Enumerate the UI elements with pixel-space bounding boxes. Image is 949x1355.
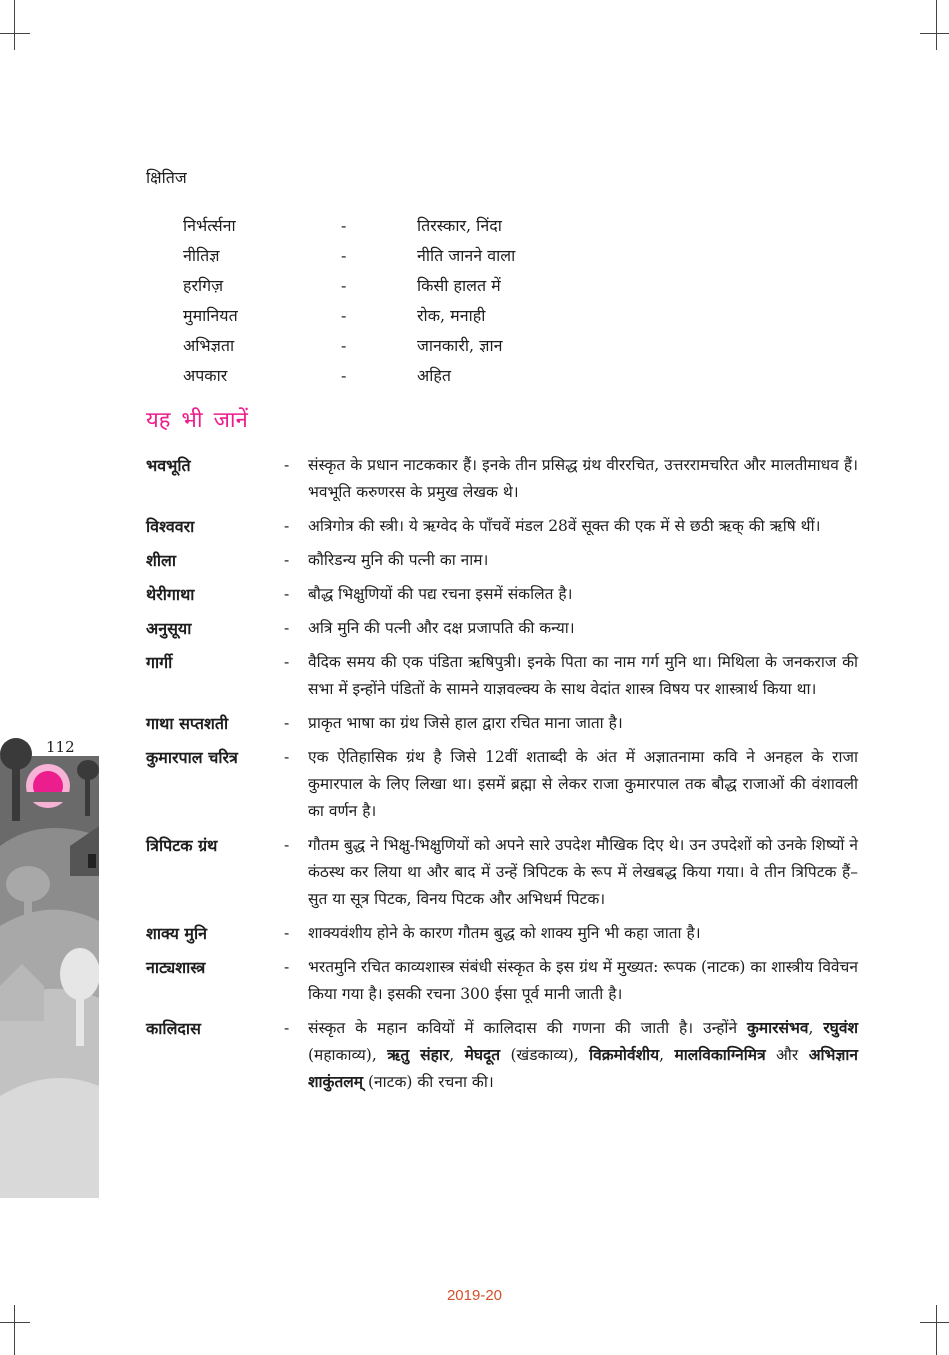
glossary-list <box>183 214 603 394</box>
glossary-row <box>183 274 603 304</box>
note-item <box>146 832 858 913</box>
glossary-row <box>183 214 603 244</box>
note-description: शाक्यवंशीय होने के कारण गौतम बुद्ध को शाक्य मुनि भी कहा जाता है। <box>308 924 701 942</box>
crop-mark-top-left-v <box>14 0 15 50</box>
glossary-term: मुमानियत <box>183 306 238 325</box>
note-item <box>146 452 858 506</box>
note-description: बौद्ध भिक्षुणियों की पद्य रचना इसमें संकलित है। <box>308 585 573 603</box>
crop-mark-bottom-right-v <box>936 1305 937 1355</box>
glossary-term: निर्भर्त्सना <box>183 216 236 235</box>
work-title: मेघदूत <box>464 1046 501 1064</box>
glossary-meaning: किसी हालत में <box>417 276 501 295</box>
note-term: शीला <box>146 551 177 570</box>
desc-text: और <box>765 1046 809 1064</box>
note-item-kalidas <box>146 1015 858 1096</box>
glossary-dash: - <box>341 306 347 325</box>
desc-text: (खंडकाव्य), <box>500 1046 590 1064</box>
work-title: अभिज्ञान शाकुंतलम् <box>308 1046 858 1091</box>
glossary-meaning: रोक, मनाही <box>417 306 486 325</box>
work-title: मालविकाग्निमित्र <box>674 1046 766 1064</box>
section-title: यह भी जानें <box>146 408 248 433</box>
note-description: एक ऐतिहासिक ग्रंथ है जिसे 12वीं शताब्दी के अंत में अज्ञातनामा कवि ने अनहल के राजा कुमारपाल के लिए लिखा था। इसमें ब्रह्मा से लेकर राजा कुमारपाल तक बौद्ध राजाओं की वंशावली का वर्णन है। <box>308 748 858 820</box>
work-title: ऋतु संहार <box>387 1046 450 1064</box>
note-description: प्राकृत भाषा का ग्रंथ जिसे हाल द्वारा रचित माना जाता है। <box>308 714 623 732</box>
note-item <box>146 615 858 642</box>
note-dash: - <box>284 714 290 732</box>
note-dash: - <box>284 551 290 569</box>
glossary-meaning: नीति जानने वाला <box>417 246 516 265</box>
glossary-term: नीतिज्ञ <box>183 246 220 265</box>
crop-mark-bottom-left-h <box>0 1322 30 1323</box>
note-item <box>146 649 858 703</box>
note-item <box>146 547 858 574</box>
glossary-meaning: अहित <box>417 366 451 385</box>
desc-text: , <box>659 1046 675 1064</box>
note-term: शाक्य मुनि <box>146 924 208 943</box>
note-term: गार्गी <box>146 653 173 672</box>
note-dash: - <box>284 585 290 603</box>
running-head: क्षितिज <box>146 168 187 187</box>
note-description: गौतम बुद्ध ने भिक्षु-भिक्षुणियों को अपने सारे उपदेश मौखिक दिए थे। उन उपदेशों को उनके शिष्यों ने कंठस्थ कर लिया था और बाद में उन्हें त्रिपिटक के रूप में लेखबद्ध किया गया। वे तीन त्रिपिटक हैं–सुत या सूत्र पिटक, विनय पिटक और अभिधर्म पिटक। <box>308 836 858 908</box>
glossary-meaning: तिरस्कार, निंदा <box>417 216 502 235</box>
crop-mark-top-right-h <box>920 33 949 34</box>
note-description: अत्रि मुनि की पत्नी और दक्ष प्रजापति की कन्या। <box>308 619 575 637</box>
glossary-dash: - <box>341 246 347 265</box>
glossary-term: हरगिज़ <box>183 276 224 295</box>
crop-mark-bottom-right-h <box>920 1322 949 1323</box>
note-dash: - <box>284 1019 290 1037</box>
footer-year: 2019-20 <box>446 1287 503 1304</box>
crop-mark-bottom-left-v <box>14 1305 15 1355</box>
glossary-row <box>183 304 603 334</box>
glossary-term: अपकार <box>183 366 228 385</box>
note-term: विश्ववरा <box>146 517 195 536</box>
note-dash: - <box>284 748 290 766</box>
note-item <box>146 513 858 540</box>
desc-text: , <box>808 1019 824 1037</box>
desc-text: , <box>449 1046 465 1064</box>
note-dash: - <box>284 456 290 474</box>
note-description: भरतमुनि रचित काव्यशास्त्र संबंधी संस्कृत के इस ग्रंथ में मुख्यत: रूपक (नाटक) का शास्त्रीय विवेचन किया गया है। इसकी रचना 300 ईसा पूर्व मानी जाती है। <box>308 958 858 1003</box>
note-term: त्रिपिटक ग्रंथ <box>146 836 218 855</box>
note-item <box>146 744 858 825</box>
note-term: गाथा सप्तशती <box>146 714 229 733</box>
glossary-dash: - <box>341 366 347 385</box>
glossary-dash: - <box>341 216 347 235</box>
glossary-dash: - <box>341 276 347 295</box>
landscape-illustration <box>0 736 99 1198</box>
glossary-term: अभिज्ञता <box>183 336 235 355</box>
note-term: कालिदास <box>146 1019 201 1038</box>
note-dash: - <box>284 653 290 671</box>
note-dash: - <box>284 924 290 942</box>
glossary-row <box>183 244 603 274</box>
note-dash: - <box>284 517 290 535</box>
glossary-dash: - <box>341 336 347 355</box>
page-number: 112 <box>46 738 75 756</box>
desc-text: (नाटक) की रचना की। <box>363 1073 494 1091</box>
note-term: भवभूति <box>146 456 191 475</box>
note-dash: - <box>284 836 290 854</box>
note-item <box>146 954 858 1008</box>
notes-list <box>146 452 858 1103</box>
note-item <box>146 581 858 608</box>
note-description: वैदिक समय की एक पंडिता ऋषिपुत्री। इनके पिता का नाम गर्ग मुनि था। मिथिला के जनकराज की सभा में इन्होंने पंडितों के सामने याज्ञवल्क्य के साथ वेदांत शास्त्र विषय पर शास्त्रार्थ किया था। <box>308 653 858 698</box>
note-description: अत्रिगोत्र की स्त्री। ये ऋग्वेद के पाँचवें मंडल 28वें सूक्त की एक में से छठी ऋक् की ऋषि थीं। <box>308 517 821 535</box>
note-description <box>308 1015 858 1096</box>
note-description: संस्कृत के प्रधान नाटककार हैं। इनके तीन प्रसिद्ध ग्रंथ वीररचित, उत्तररामचरित और मालतीमाधव हैं। भवभूति करुणरस के प्रमुख लेखक थे। <box>308 456 858 501</box>
note-item <box>146 920 858 947</box>
crop-mark-top-right-v <box>936 0 937 50</box>
desc-text: संस्कृत के महान कवियों में कालिदास की गणना की जाती है। उन्होंने <box>308 1019 747 1037</box>
work-title: रघुवंश <box>823 1019 859 1037</box>
glossary-row <box>183 334 603 364</box>
note-term: कुमारपाल चरित्र <box>146 748 238 767</box>
note-term: थेरीगाथा <box>146 585 195 604</box>
glossary-meaning: जानकारी, ज्ञान <box>417 336 503 355</box>
note-term: नाट्यशास्त्र <box>146 958 206 977</box>
note-dash: - <box>284 619 290 637</box>
glossary-row <box>183 364 603 394</box>
note-description: कौरिडन्य मुनि की पत्नी का नाम। <box>308 551 489 569</box>
desc-text: (महाकाव्य), <box>308 1046 388 1064</box>
note-dash: - <box>284 958 290 976</box>
crop-mark-top-left-h <box>0 33 30 34</box>
note-term: अनुसूया <box>146 619 192 638</box>
work-title: विक्रमोर्वशीय <box>589 1046 660 1064</box>
work-title: कुमारसंभव <box>746 1019 809 1037</box>
note-item <box>146 710 858 737</box>
